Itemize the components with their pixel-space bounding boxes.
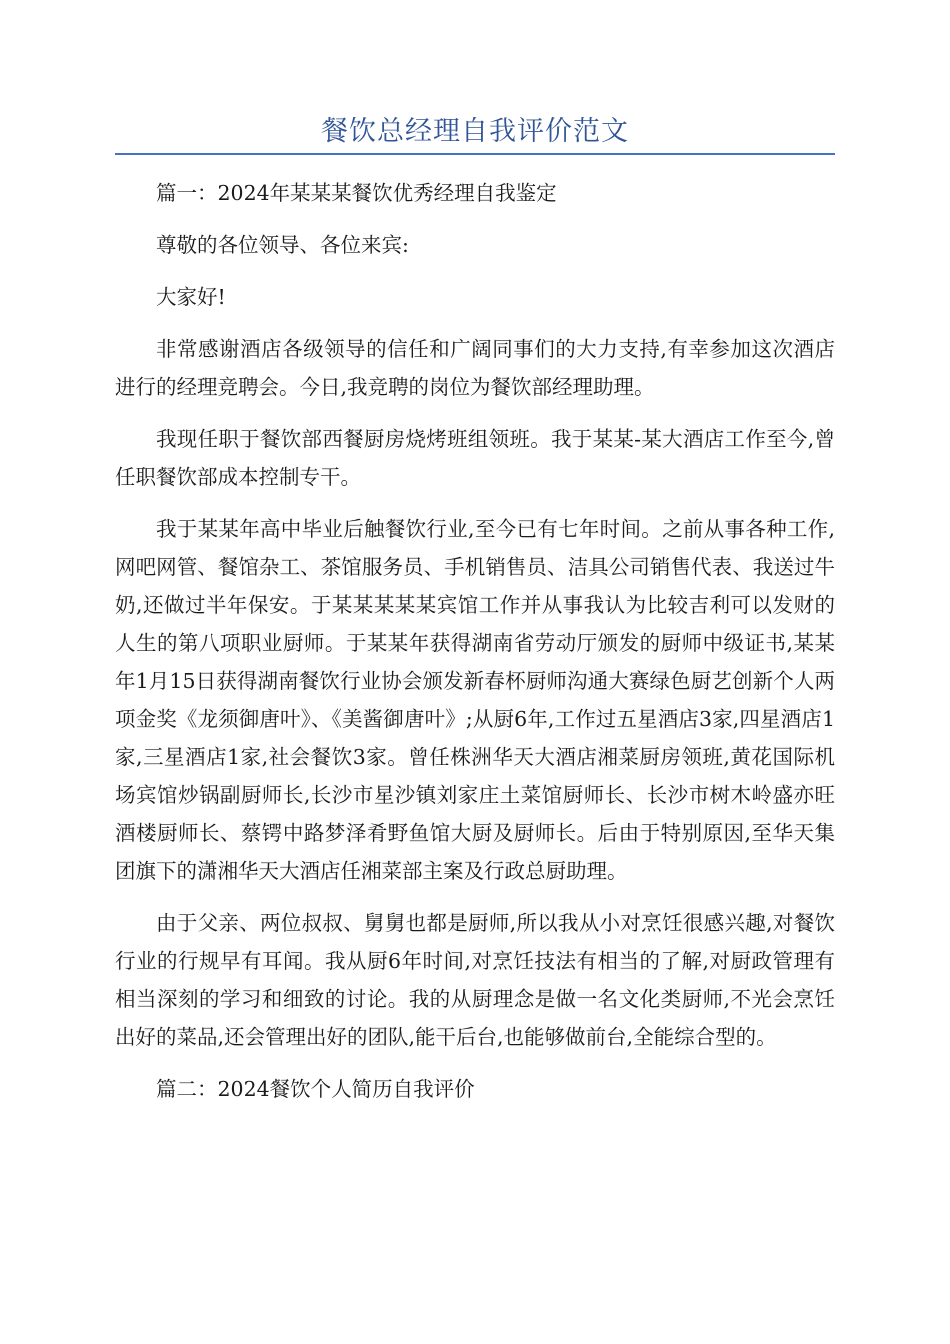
section-heading-2: 篇二：2024餐饮个人简历自我评价 bbox=[156, 1077, 475, 1101]
title-underline bbox=[115, 153, 835, 155]
paragraph-background: 由于父亲、两位叔叔、舅舅也都是厨师,所以我从小对烹饪很感兴趣,对餐饮行业的行规早有耳闻。我从厨6年时间,对烹饪技法有相当的了解,对厨政管理有相当深刻的学习和细致的讨论。我的从厨理念是做一名文化类厨师,不光会烹饪出好的菜品,还会管理出好的团队,能干后台,也能够做前台,全能综合型的。 bbox=[115, 911, 835, 1049]
greeting: 大家好! bbox=[156, 285, 226, 309]
paragraph-experience: 我于某某年高中毕业后触餐饮行业,至今已有七年时间。之前从事各种工作,网吧网管、餐馆杂工、茶馆服务员、手机销售员、洁具公司销售代表、我送过牛奶,还做过半年保安。于某某某某某宾馆工作并从事我认为比较吉利可以发财的人生的第八项职业厨师。于某某年获得湖南省劳动厅颁发的厨师中级证书,某某年1月15日获得湖南餐饮行业协会颁发新春杯厨师沟通大赛绿色厨艺创新个人两项金奖《龙须御唐叶》、《美酱御唐叶》;从厨6年,工作过五星酒店3家,四星酒店1家,三星酒店1家,社会餐饮3家。曾任株洲华天大酒店湘菜厨房领班,黄花国际机场宾馆炒锅副厨师长,长沙市星沙镇刘家庄土菜馆厨师长、长沙市树木岭盛亦旺酒楼厨师长、蔡锷中路梦泽肴野鱼馆大厨及厨师长。后由于特别原因,至华天集团旗下的潇湘华天大酒店任湘菜部主案及行政总厨助理。 bbox=[115, 517, 835, 883]
document-title: 餐饮总经理自我评价范文 bbox=[321, 116, 629, 147]
paragraph-current-role: 我现任职于餐饮部西餐厨房烧烤班组领班。我于某某-某大酒店工作至今,曾任职餐饮部成本控制专干。 bbox=[115, 427, 835, 489]
document-body bbox=[115, 174, 835, 1122]
section-heading-1: 篇一：2024年某某某餐饮优秀经理自我鉴定 bbox=[156, 181, 557, 205]
salutation: 尊敬的各位领导、各位来宾: bbox=[156, 233, 409, 257]
paragraph-thanks: 非常感谢酒店各级领导的信任和广阔同事们的大力支持,有幸参加这次酒店进行的经理竞聘会。今日,我竞聘的岗位为餐饮部经理助理。 bbox=[115, 337, 835, 399]
